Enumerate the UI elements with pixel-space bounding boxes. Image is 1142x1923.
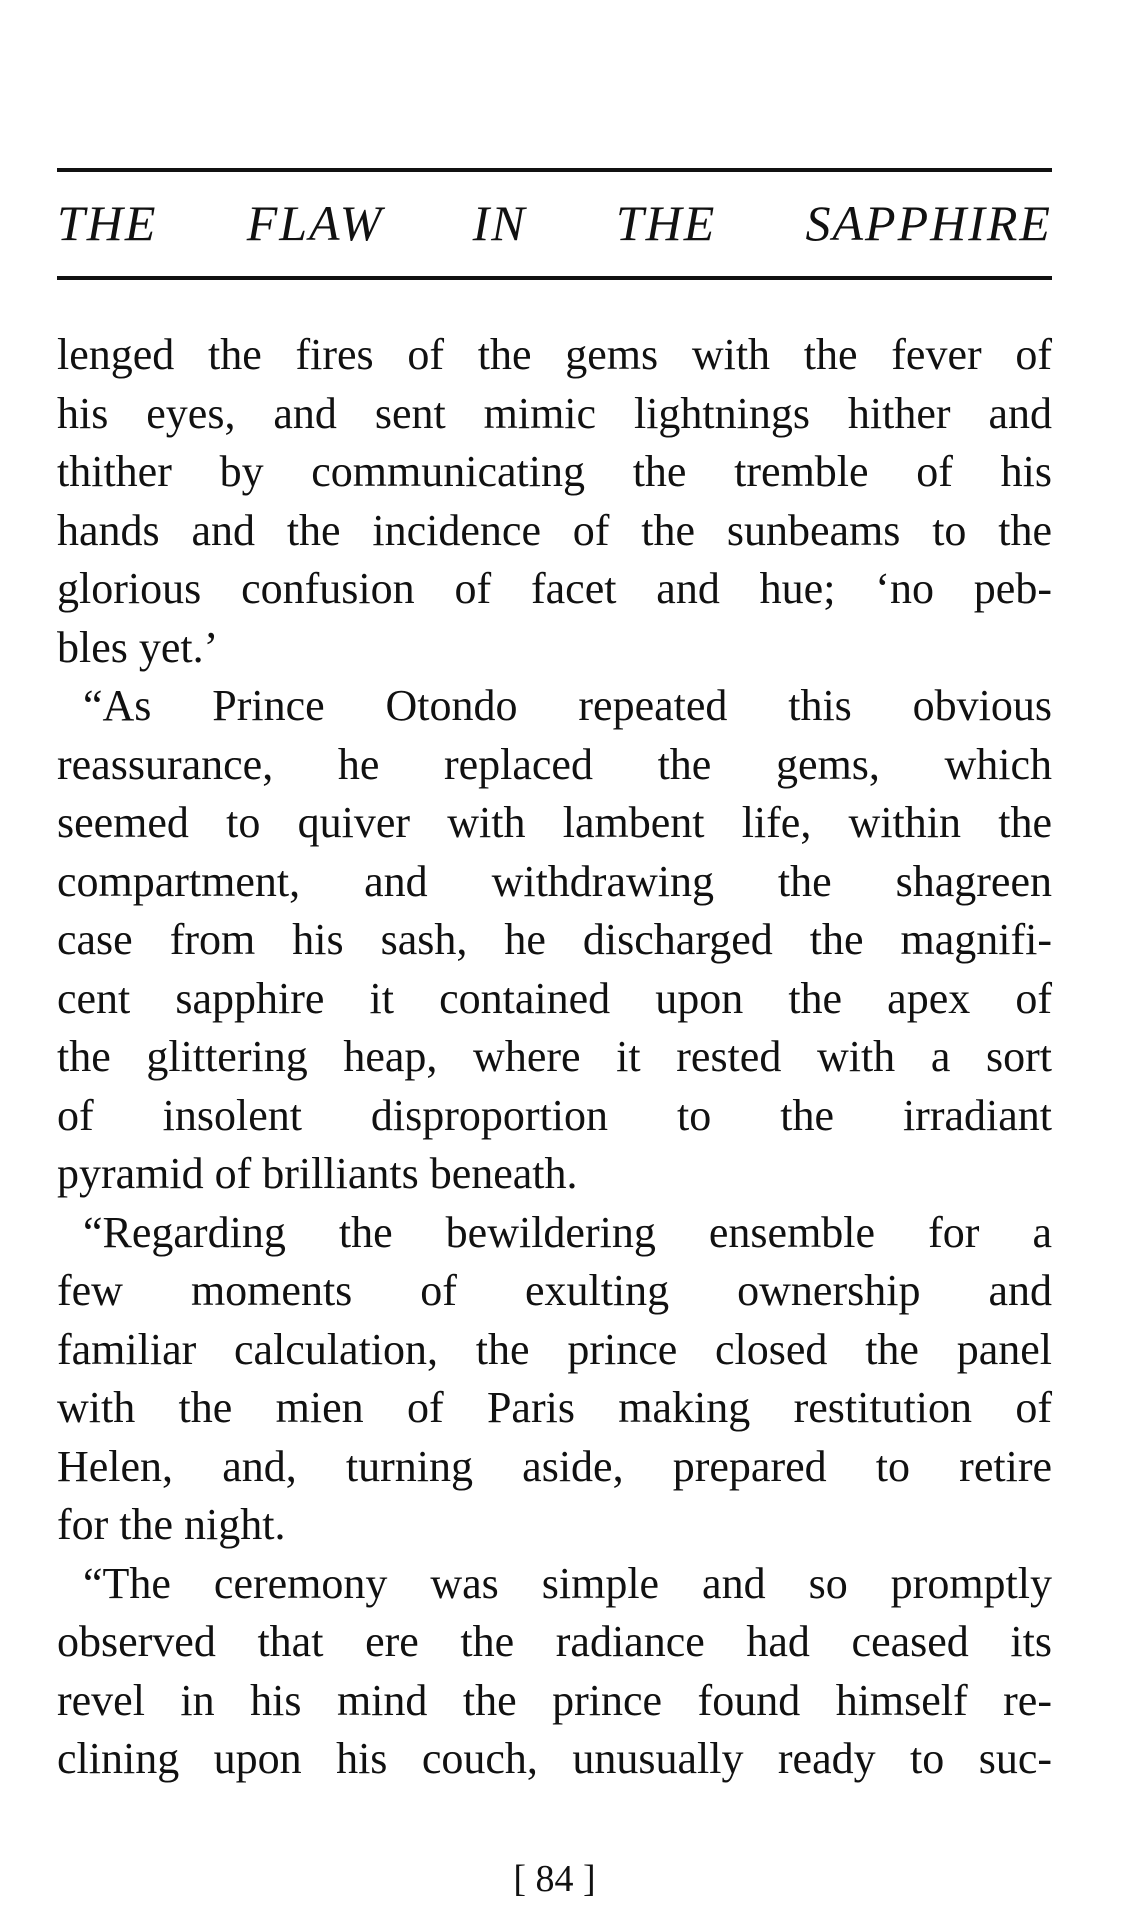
text-line: “As Prince Otondo repeated this obvious (83, 681, 1052, 730)
running-head-word: THE (57, 195, 158, 251)
text-line: hands and the incidence of the sunbeams to the (57, 505, 1052, 555)
text-line: glorious confusion of facet and hue; ‘no peb- (57, 564, 1052, 613)
running-head-word: SAPPHIRE (805, 195, 1052, 251)
running-head-word: THE (615, 195, 717, 251)
running-head-word: IN (472, 195, 527, 251)
text-line: of insolent disproportion to the irradiant (57, 1090, 1052, 1140)
text-line: case from his sash, he discharged the magnifi- (57, 915, 1052, 964)
page-number: [ 84 ] (513, 1858, 596, 1900)
text-line: the glittering heap, where it rested with a sort (57, 1032, 1052, 1081)
text-line: lenged the fires of the gems with the fever of (57, 330, 1052, 379)
text-line: pyramid of brilliants beneath. (57, 1149, 578, 1198)
text-line: his eyes, and sent mimic lightnings hither and (57, 388, 1052, 438)
text-line: familiar calculation, the prince closed the panel (57, 1324, 1052, 1374)
text-line: revel in his mind the prince found himself re- (57, 1675, 1052, 1725)
text-line: clining upon his couch, unusually ready to suc- (57, 1734, 1052, 1783)
text-line: few moments of exulting ownership and (57, 1266, 1052, 1315)
text-line: seemed to quiver with lambent life, within the (57, 798, 1052, 847)
text-line: bles yet.’ (57, 622, 219, 672)
text-line: with the mien of Paris making restitution of (57, 1383, 1052, 1432)
body-text (57, 326, 1052, 1789)
text-line: cent sapphire it contained upon the apex of (57, 973, 1052, 1023)
running-head-word: FLAW (246, 195, 384, 251)
text-line: thither by communicating the tremble of his (57, 447, 1052, 496)
header-top-rule (57, 168, 1052, 172)
text-line: observed that ere the radiance had ceased its (57, 1617, 1052, 1666)
text-line: “The ceremony was simple and so promptly (83, 1558, 1052, 1608)
text-line: “Regarding the bewildering ensemble for a (83, 1207, 1052, 1257)
running-head (57, 188, 1052, 258)
text-line: reassurance, he replaced the gems, which (57, 739, 1052, 789)
text-line: for the night. (57, 1500, 286, 1549)
book-page (57, 0, 1052, 1923)
header-bottom-rule (57, 276, 1052, 280)
text-line: compartment, and withdrawing the shagreen (57, 856, 1052, 906)
text-line: Helen, and, turning aside, prepared to retire (57, 1441, 1052, 1491)
